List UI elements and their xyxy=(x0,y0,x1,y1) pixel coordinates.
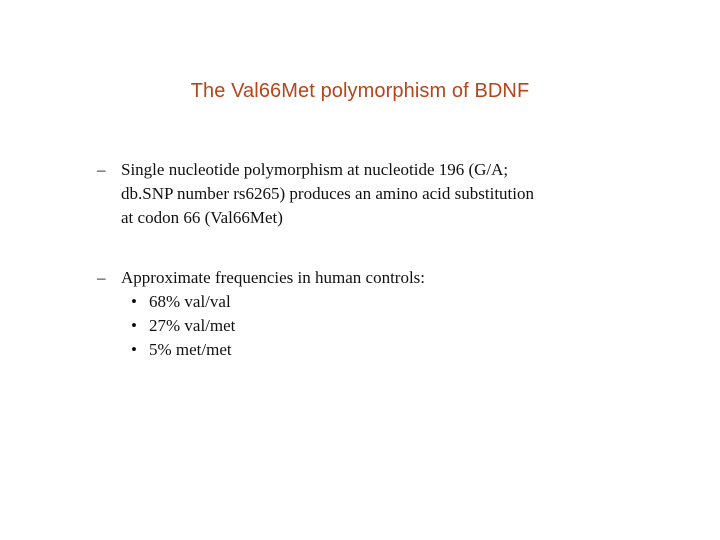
dash-marker: – xyxy=(97,268,106,287)
frequency-list xyxy=(121,290,677,362)
bullet-icon: • xyxy=(131,292,137,311)
bullet-point-frequencies xyxy=(97,266,677,362)
frequency-text: 68% val/val xyxy=(149,292,231,311)
frequency-item-val-val xyxy=(131,290,677,314)
frequency-text: 27% val/met xyxy=(149,316,236,335)
frequency-item-val-met xyxy=(131,314,677,338)
bullet-icon: • xyxy=(131,316,137,335)
dash-marker: – xyxy=(97,160,106,179)
bullet-point-snp xyxy=(97,158,677,230)
text-line: db.SNP number rs6265) produces an amino acid substitution xyxy=(121,184,534,203)
bullet-point-content xyxy=(121,266,677,362)
bullet-point-content xyxy=(121,158,677,230)
text-line: Approximate frequencies in human controls: xyxy=(121,268,426,287)
bullet-icon: • xyxy=(131,340,137,359)
text-line: Single nucleotide polymorphism at nucleotide 196 (G/A; xyxy=(121,160,509,179)
frequency-item-met-met xyxy=(131,338,677,362)
text-line: at codon 66 (Val66Met) xyxy=(121,208,283,227)
frequency-text: 5% met/met xyxy=(149,340,232,359)
slide-title: The Val66Met polymorphism of BDNF xyxy=(190,80,530,102)
